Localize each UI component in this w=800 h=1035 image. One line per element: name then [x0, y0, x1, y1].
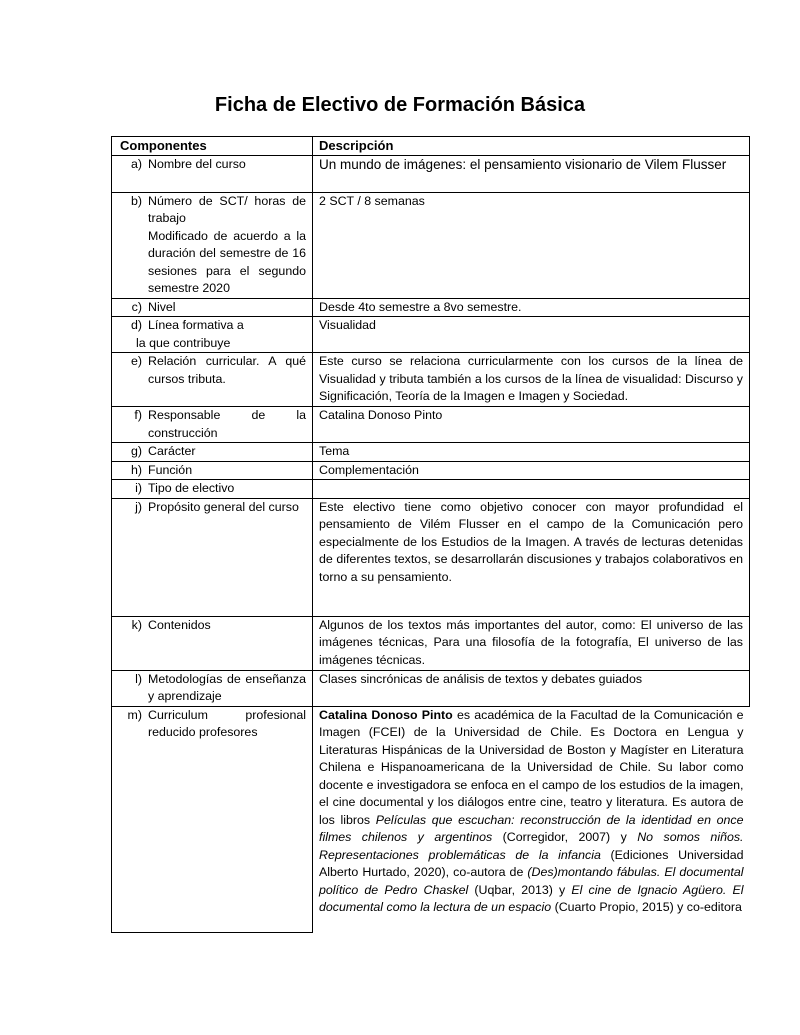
cv-text: (Uqbar, 2013) y — [468, 882, 572, 897]
row-label: Propósito general del curso — [148, 499, 299, 514]
professor-name: Catalina Donoso Pinto — [319, 707, 453, 722]
cv-text: (Ediciones Universidad Alberto Hurtado, 2020), co-autora de — [319, 847, 744, 879]
row-letter: j) — [135, 499, 142, 514]
row-value: Visualidad — [313, 317, 750, 353]
row-letter: h) — [130, 462, 142, 477]
row-value: Clases sincrónicas de análisis de textos y debates guiados — [313, 670, 750, 706]
row-letter: m) — [127, 707, 142, 722]
table-row — [112, 498, 750, 616]
row-letter: i) — [135, 481, 142, 495]
table-row — [112, 461, 750, 480]
cv-text: es académica de la Facultad de la Comunicación e Imagen (FCEI) de la Universidad de Chile. Es Doctora en Lengua y Literaturas Hispánicas de la Universidad de Boston y Magíster en Literatura Chilena e Hispanoamericana de la Universidad de Chile. Su labor como docente e investigadora se enfoca en el campo de los estudios de la imagen, el cine documental y los diálogos entre cine, teatro y literatura. Es autora de los libros — [319, 707, 744, 827]
row-note: Modificado de acuerdo a la duración del semestre de 16 sesiones para el segundo semestre 2020 — [148, 228, 306, 295]
row-letter: k) — [131, 617, 142, 632]
row-label: Función — [148, 462, 193, 477]
book-title: No somos niños. Representaciones problemáticas de la infancia — [319, 830, 744, 862]
row-value: Un mundo de imágenes: el pensamiento visionario de Vilem Flusser — [313, 155, 750, 192]
header-description: Descripción — [313, 137, 750, 156]
row-label: Relación curricular. A qué cursos tributa. — [148, 354, 306, 386]
cv-text: (Cuarto Propio, 2015) y co-editora — [551, 900, 742, 914]
row-label-cont: la que contribuye — [136, 335, 231, 350]
table-row — [112, 407, 750, 443]
row-label: Tipo de electivo — [148, 481, 235, 495]
row-label: Número de SCT/ horas de trabajo — [148, 193, 306, 225]
book-title: (Des)montando fábulas. El documental político de Pedro Chaskel — [319, 865, 744, 897]
row-label: Nivel — [148, 299, 176, 314]
row-value — [313, 480, 750, 499]
row-value: Este electivo tiene como objetivo conocer con mayor profundidad el pensamiento de Vilém Flusser en el campo de la Comunicación pero especialmente de los Estudios de la Imagen. A través de lecturas detenidas de diferentes textos, se desarrollarán discusiones y trabajos colaborativos en torno a su pensamiento. — [313, 498, 750, 616]
course-table — [111, 136, 750, 933]
row-label: Línea formativa a — [148, 318, 244, 332]
table-row — [112, 317, 750, 353]
row-value: Catalina Donoso Pinto — [313, 407, 750, 443]
table-row — [112, 443, 750, 462]
row-value: Desde 4to semestre a 8vo semestre. — [313, 298, 750, 317]
row-label: Curriculum profesional reducido profesores — [148, 707, 306, 739]
row-value: Tema — [313, 443, 750, 462]
table-row — [112, 155, 750, 192]
row-letter: f) — [134, 408, 142, 422]
row-letter: a) — [130, 156, 142, 171]
table-row — [112, 353, 750, 407]
table-row — [112, 480, 750, 499]
table-row — [112, 298, 750, 317]
row-letter: c) — [131, 299, 142, 314]
book-title: El cine de Ignacio Agüero. El documental como la lectura de un espacio — [319, 882, 744, 914]
row-letter: d) — [130, 318, 142, 332]
row-label: Carácter — [148, 444, 196, 458]
table-row — [112, 670, 750, 706]
row-value: Algunos de los textos más importantes del autor, como: El universo de las imágenes técnicas, Para una filosofía de la fotografía, El universo de las imágenes técnicas. — [313, 616, 750, 670]
row-value: Este curso se relaciona curricularmente con los cursos de la línea de Visualidad y tributa también a los cursos de la línea de visualidad: Discurso y Significación, Teoría de la Imagen e Imagen y Sociedad. — [313, 353, 750, 407]
row-value: 2 SCT / 8 semanas — [313, 192, 750, 298]
header-components: Componentes — [112, 137, 313, 156]
row-label: Contenidos — [148, 617, 211, 632]
table-row — [112, 706, 750, 932]
row-label: Metodologías de enseñanza y aprendizaje — [148, 671, 306, 703]
table-header-row — [112, 137, 750, 156]
row-value — [313, 707, 750, 923]
row-value: Complementación — [313, 461, 750, 480]
table-row — [112, 192, 750, 298]
row-letter: b) — [130, 193, 142, 208]
row-letter: l) — [135, 671, 142, 686]
book-title: Películas que escuchan: reconstrucción de la identidad en once filmes chilenos y argentinos — [319, 812, 744, 844]
table-row — [112, 616, 750, 670]
row-letter: g) — [130, 444, 142, 458]
cv-text: (Corregidor, 2007) y — [492, 830, 638, 844]
row-letter: e) — [130, 354, 142, 368]
row-label: Responsable de la construcción — [148, 408, 306, 440]
page-title: Ficha de Electivo de Formación Básica — [214, 94, 586, 116]
row-label: Nombre del curso — [148, 156, 246, 171]
